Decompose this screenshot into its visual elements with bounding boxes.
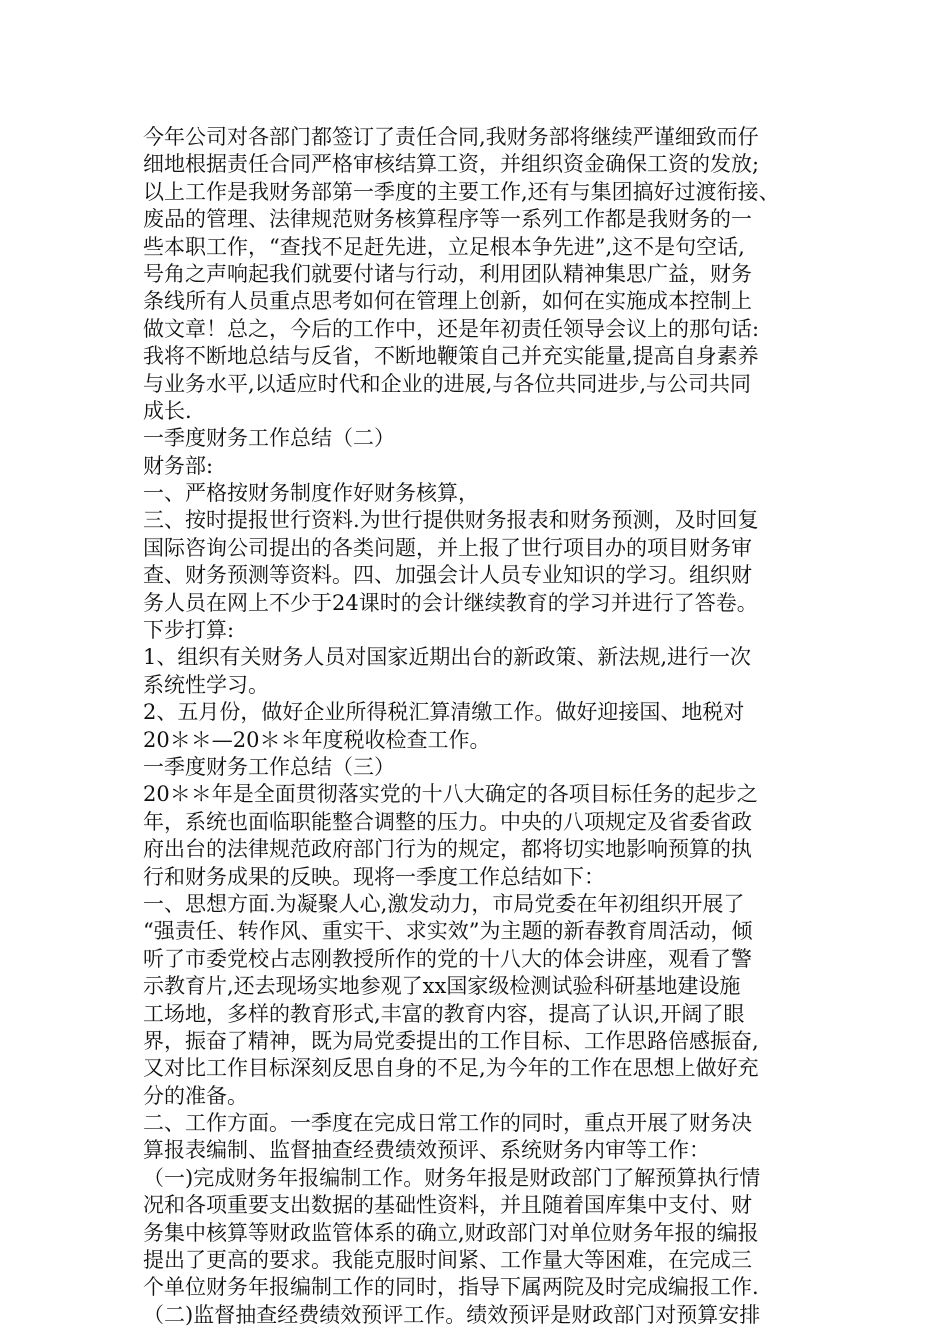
text-line: “强责任、转作风、重实干、求实效”为主题的新春教育周活动，倾 bbox=[143, 919, 753, 944]
text-line: 系统性学习。 bbox=[143, 672, 269, 697]
text-line: 做文章！总之，今后的工作中，还是年初责任领导会议上的那句话: bbox=[143, 316, 760, 341]
text-line: 2、五月份，做好企业所得税汇算清缴工作。做好迎接国、地税对 bbox=[143, 700, 745, 725]
text-line: 号角之声响起我们就要付诸与行动，利用团队精神集思广益，财务 bbox=[143, 261, 752, 286]
text-line: 行和财务成果的反映。现将一季度工作总结如下： bbox=[143, 864, 605, 889]
text-line: 界，振奋了精神，既为局党委提出的工作目标、工作思路倍感振奋, bbox=[143, 1028, 759, 1053]
text-line: （一)完成财务年报编制工作。财务年报是财政部门了解预算执行情 bbox=[143, 1165, 761, 1190]
text-line: 以上工作是我财务部第一季度的主要工作,还有与集团搞好过渡衔接、 bbox=[143, 179, 780, 204]
text-line: （二)监督抽查经费绩效预评工作。绩效预评是财政部门对预算安排 bbox=[143, 1302, 761, 1327]
text-line: 二、工作方面。一季度在完成日常工作的同时，重点开展了财务决 bbox=[143, 1111, 752, 1136]
text-line: 与业务水平,以适应时代和企业的进展,与各位共同进步,与公司共同 bbox=[143, 371, 752, 396]
text-line: 一、思想方面.为凝聚人心,激发动力，市局党委在年初组织开展了 bbox=[143, 891, 745, 916]
text-line: 我将不断地总结与反省，不断地鞭策自己并充实能量,提高自身素养 bbox=[143, 344, 759, 369]
text-line: 20＊＊—20＊＊年度税收检查工作。 bbox=[143, 727, 491, 752]
text-line: 况和各项重要支出数据的基础性资料，并且随着国库集中支付、财 bbox=[143, 1193, 752, 1218]
text-line: 一季度财务工作总结（二） bbox=[143, 426, 395, 451]
text-line: 1、组织有关财务人员对国家近期出台的新政策、新法规,进行一次 bbox=[143, 645, 752, 670]
text-line: 提出了更高的要求。我能克服时间紧、工作量大等困难，在完成三 bbox=[143, 1248, 752, 1273]
text-line: 三、按时提报世行资料.为世行提供财务报表和财务预测，及时回复 bbox=[143, 508, 759, 533]
text-line: 条线所有人员重点思考如何在管理上创新，如何在实施成本控制上 bbox=[143, 289, 752, 314]
text-line: 些本职工作，“查找不足赶先进，立足根本争先进”,这不是句空话, bbox=[143, 234, 745, 259]
text-line: 查、财务预测等资料。四、加强会计人员专业知识的学习。组织财 bbox=[143, 563, 752, 588]
text-line: 国际咨询公司提出的各类问题，并上报了世行项目办的项目财务审 bbox=[143, 535, 752, 560]
text-line: 示教育片,还去现场实地参观了xx国家级检测试验科研基地建设施 bbox=[143, 974, 741, 999]
text-line: 年，系统也面临职能整合调整的压力。中央的八项规定及省委省政 bbox=[143, 809, 752, 834]
text-line: 务人员在网上不少于24课时的会计继续教育的学习并进行了答卷。 bbox=[143, 590, 758, 615]
text-line: 成长. bbox=[143, 398, 192, 423]
text-line: 20＊＊年是全面贯彻落实党的十八大确定的各项目标任务的起步之 bbox=[143, 782, 758, 807]
text-line: 算报表编制、监督抽查经费绩效预评、系统财务内审等工作： bbox=[143, 1138, 710, 1163]
text-line: 今年公司对各部门都签订了责任合同,我财务部将继续严谨细致而仔 bbox=[143, 125, 759, 149]
text-line: 个单位财务年报编制工作的同时，指导下属两院及时完成编报工作. bbox=[143, 1275, 759, 1300]
text-line: 废品的管理、法律规范财务核算程序等一系列工作都是我财务的一 bbox=[143, 207, 752, 232]
text-line: 下步打算: bbox=[143, 618, 235, 643]
text-line: 细地根据责任合同严格审核结算工资，并组织资金确保工资的发放; bbox=[143, 152, 760, 177]
text-line: 财务部: bbox=[143, 453, 214, 478]
text-line: 又对比工作目标深刻反思自身的不足,为今年的工作在思想上做好充 bbox=[143, 1056, 759, 1081]
text-line: 一、严格按财务制度作好财务核算， bbox=[143, 481, 479, 506]
text-line: 务集中核算等财政监管体系的确立,财政部门对单位财务年报的编报 bbox=[143, 1220, 759, 1245]
text-line: 工场地，多样的教育形式,丰富的教育内容，提高了认识,开阔了眼 bbox=[143, 1001, 745, 1026]
text-line: 听了市委党校占志刚教授所作的党的十八大的体会讲座，观看了警 bbox=[143, 946, 752, 971]
text-line: 一季度财务工作总结（三） bbox=[143, 754, 395, 779]
text-line: 分的准备。 bbox=[143, 1083, 248, 1108]
document-body bbox=[143, 124, 813, 1329]
text-line: 府出台的法律规范政府部门行为的规定，都将切实地影响预算的执 bbox=[143, 837, 752, 862]
